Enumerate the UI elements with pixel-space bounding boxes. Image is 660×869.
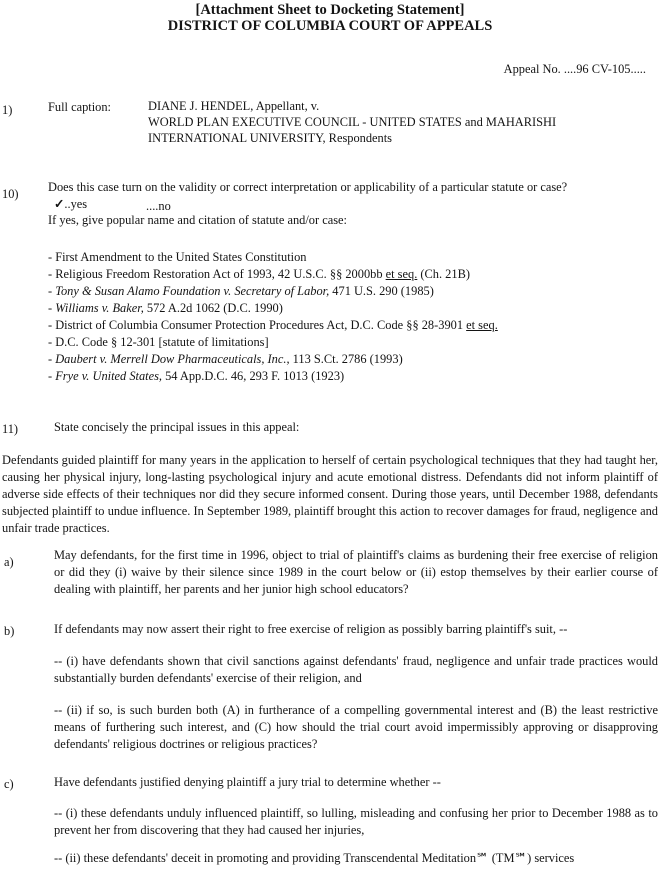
- citation-post: 471 U.S. 290 (1985): [329, 284, 434, 298]
- citation-pre: -: [48, 352, 56, 366]
- citation-em: Williams v. Baker,: [55, 301, 144, 315]
- citation-u: et seq.: [385, 267, 418, 281]
- issue-a-text: May defendants, for the first time in 1996, object to trial of plaintiff's claims as burdening their free exercise of religion or did they (i) waive by their silence since 1989 in the court below or (ii) estop themselves by their earlier course of dealing with plaintiff, her parents and her junior high school educators?: [54, 548, 658, 596]
- citation-pre: - District of Columbia Consumer Protection Procedures Act, D.C. Code §§ 28-3901: [48, 318, 467, 332]
- full-caption-label: Full caption:: [48, 100, 111, 114]
- citation-item: [48, 352, 403, 367]
- issue-c-ii: -- (ii) these defendants' deceit in promoting and providing Transcendental Meditation℠ (TM℠) services: [54, 851, 575, 865]
- citation-item: [48, 250, 306, 265]
- item-10-number: 10): [2, 187, 19, 201]
- citation-em: Frye v. United States,: [55, 369, 163, 383]
- citation-em: Daubert v. Merrell Dow Pharmaceuticals, Inc.,: [55, 352, 290, 366]
- citation-post: 572 A.2d 1062 (D.C. 1990): [143, 301, 283, 315]
- appeal-number: Appeal No. ....96 CV-105.....: [503, 62, 646, 76]
- issues-paragraph: Defendants guided plaintiff for many years in the application to herself of certain psychological techniques that they had taught her, causing her physical injury, long-lasting psychological injury and acute emotional distress. Defendants did not inform plaintiff of adverse side effects of their techniques nor did they secure informed consent. During those years, until December 1988, defendants subjected plaintiff to undue influence. In September 1989, plaintiff brought this action to recover damages for fraud, negligence and unfair trade practices.: [2, 453, 658, 535]
- issue-b-i: -- (i) have defendants shown that civil sanctions against defendants' fraud, negligence and unfair trade practices would substantially burden defendants' exercise of their religion, and: [54, 654, 658, 685]
- issue-c-i: -- (i) these defendants unduly influenced plaintiff, so lulling, misleading and confusing her prior to December 1988 as to prevent her from discovering that they had caused her injuries,: [54, 806, 658, 837]
- yes-option: [54, 197, 87, 212]
- citation-item: [48, 318, 498, 333]
- item-1-number: 1): [2, 103, 13, 117]
- citation-tail: (Ch. 21B): [417, 267, 470, 281]
- citation-pre: - First Amendment to the United States Constitution: [48, 250, 307, 264]
- caption-line-3: INTERNATIONAL UNIVERSITY, Respondents: [148, 131, 393, 145]
- issue-b-label: b): [4, 624, 15, 638]
- citation-item: [48, 335, 269, 350]
- caption-line-2: WORLD PLAN EXECUTIVE COUNCIL - UNITED STATES and MAHARISHI: [148, 115, 557, 129]
- citation-post: 54 App.D.C. 46, 293 F. 1013 (1923): [162, 369, 345, 383]
- attachment-title: [Attachment Sheet to Docketing Statement]: [195, 2, 465, 18]
- no-option: ....no: [146, 199, 171, 213]
- citation-item: [48, 284, 434, 299]
- citation-item: [48, 369, 344, 384]
- check-mark-icon: ✓: [54, 197, 65, 211]
- item-10-question: Does this case turn on the validity or correct interpretation or applicability of a particular statute or case?: [48, 180, 568, 194]
- if-yes-instruction: If yes, give popular name and citation of statute and/or case:: [48, 213, 347, 227]
- citation-pre: - Religious Freedom Restoration Act of 1993, 42 U.S.C. §§ 2000bb: [48, 267, 386, 281]
- citation-item: [48, 267, 470, 282]
- issue-b-ii: -- (ii) if so, is such burden both (A) in furtherance of a compelling governmental interest and (B) the least restrictive means of furthering such interest, and (C) how should the trial court avoid impermissibly approving or disapproving defendants' religious doctrines or religious practices?: [54, 703, 658, 751]
- caption-line-1: DIANE J. HENDEL, Appellant, v.: [148, 99, 320, 113]
- item-11-number: 11): [2, 422, 19, 436]
- yes-label: ..yes: [64, 197, 88, 211]
- citation-item: [48, 301, 283, 316]
- issue-c-text: Have defendants justified denying plaintiff a jury trial to determine whether --: [54, 775, 441, 789]
- issue-b-text: If defendants may now assert their right to free exercise of religion as possibly barring plaintiff's suit, --: [54, 622, 568, 636]
- citation-post: 113 S.Ct. 2786 (1993): [289, 352, 403, 366]
- issue-a-label: a): [4, 555, 14, 569]
- citation-em: Tony & Susan Alamo Foundation v. Secretary of Labor,: [55, 284, 330, 298]
- court-title: DISTRICT OF COLUMBIA COURT OF APPEALS: [167, 18, 493, 34]
- citation-pre: - D.C. Code § 12-301 [statute of limitations]: [48, 335, 269, 349]
- issues-heading: State concisely the principal issues in this appeal:: [54, 420, 300, 434]
- citation-pre: -: [48, 369, 56, 383]
- issue-c-label: c): [4, 777, 14, 791]
- citation-u: et seq.: [466, 318, 498, 332]
- citation-pre: -: [48, 284, 56, 298]
- citation-pre: -: [48, 301, 56, 315]
